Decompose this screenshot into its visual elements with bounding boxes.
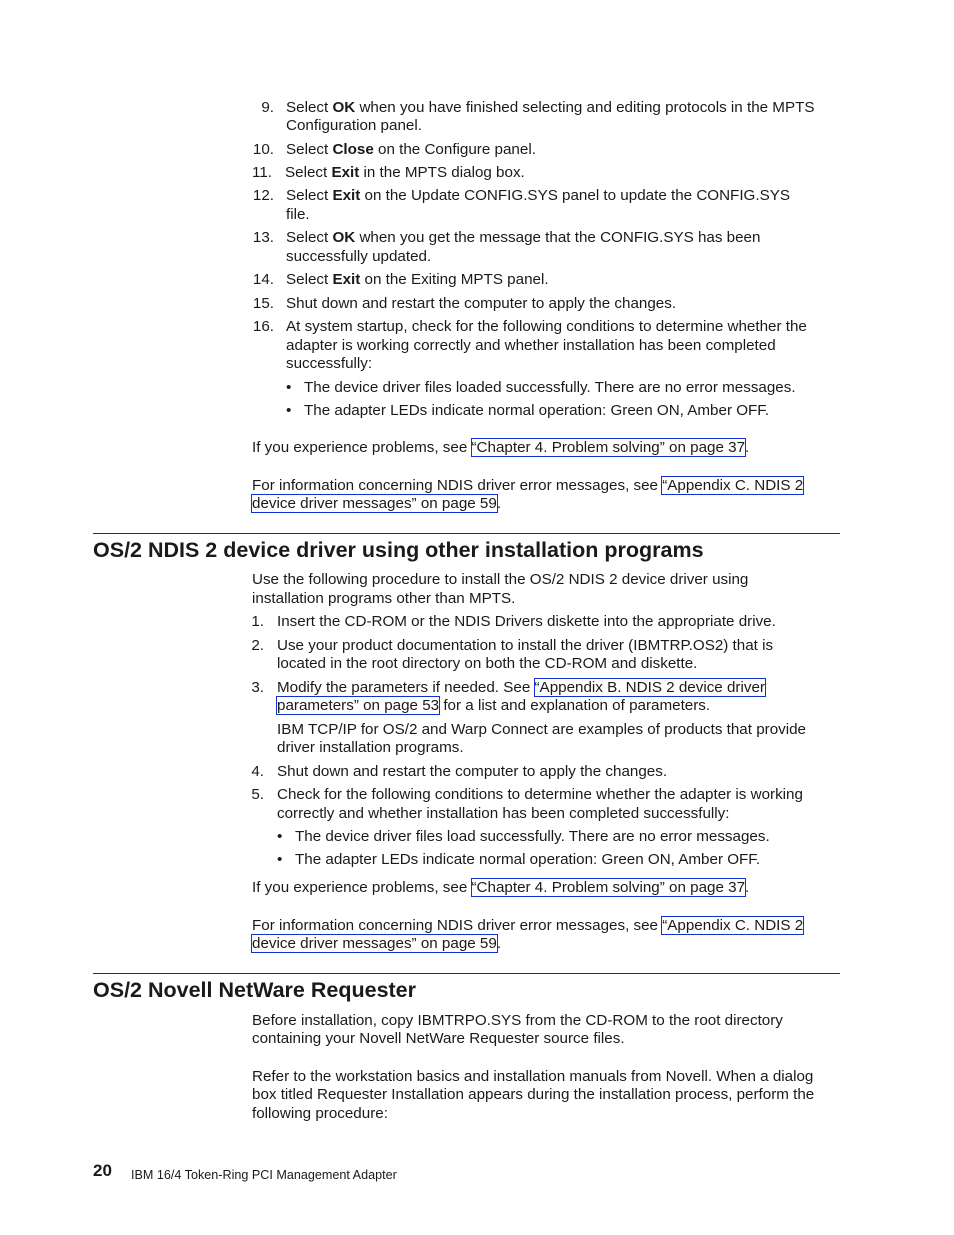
bullet-text: The adapter LEDs indicate normal operation: Green ON, Amber OFF. [304, 402, 770, 419]
step-text: Insert the CD-ROM or the NDIS Drivers diskette into the appropriate drive. [277, 613, 776, 630]
step-number: 5. [251, 786, 264, 803]
problems-paragraph: If you experience problems, see “Chapter 4. Problem solving” on page 37. [252, 439, 750, 456]
bullet-icon: • [286, 402, 292, 419]
step-number: 9. [261, 99, 274, 116]
body-paragraph: Before installation, copy IBMTRPO.SYS from the CD-ROM to the root directory [252, 1012, 783, 1029]
body-paragraph-continued: box titled Requester Installation appears during the installation process, perform the [252, 1086, 815, 1103]
body-paragraph-continued: following procedure: [252, 1105, 388, 1122]
step-note: IBM TCP/IP for OS/2 and Warp Connect are examples of products that provide [277, 721, 807, 738]
bullet-icon: • [277, 851, 283, 868]
bullet-text: The adapter LEDs indicate normal operation: Green ON, Amber OFF. [295, 851, 761, 868]
step-text: Select Exit on the Exiting MPTS panel. [286, 271, 549, 288]
appendix-c-link[interactable]: “Appendix C. NDIS 2 [662, 917, 804, 934]
appendix-c-link[interactable]: “Appendix C. NDIS 2 [662, 477, 804, 494]
body-paragraph-continued: containing your Novell NetWare Requester source files. [252, 1030, 625, 1047]
step-number: 10. [252, 141, 274, 158]
step-text: At system startup, check for the following conditions to determine whether the [286, 318, 807, 335]
problems-paragraph: If you experience problems, see “Chapter 4. Problem solving” on page 37. [252, 879, 750, 896]
step-text: Select Exit on the Update CONFIG.SYS panel to update the CONFIG.SYS [286, 187, 790, 204]
chapter4-link[interactable]: “Chapter 4. Problem solving” on page 37 [471, 879, 746, 896]
intro-paragraph: Use the following procedure to install the OS/2 NDIS 2 device driver using [252, 571, 749, 588]
step-text-continued: Configuration panel. [286, 117, 422, 134]
step-text-continued: successfully updated. [286, 248, 432, 265]
step-text: Shut down and restart the computer to apply the changes. [277, 763, 668, 780]
ndis-messages-paragraph-continued: device driver messages” on page 59. [252, 935, 502, 952]
bullet-icon: • [286, 379, 292, 396]
section-divider [93, 533, 840, 534]
appendix-b-link[interactable]: “Appendix B. NDIS 2 device driver [534, 679, 765, 696]
step-number: 2. [251, 637, 264, 654]
ndis-messages-paragraph: For information concerning NDIS driver error messages, see “Appendix C. NDIS 2 [252, 917, 804, 934]
step-number: 12. [252, 187, 274, 204]
step-text: Check for the following conditions to determine whether the adapter is working [277, 786, 803, 803]
section-divider [93, 973, 840, 974]
intro-paragraph-continued: installation programs other than MPTS. [252, 590, 516, 607]
appendix-c-link-continued[interactable]: device driver messages” on page 59 [252, 935, 497, 952]
step-text-continued: adapter is working correctly and whether installation has been completed [286, 337, 776, 354]
chapter4-link[interactable]: “Chapter 4. Problem solving” on page 37 [471, 439, 746, 456]
step-text-continued: parameters” on page 53 for a list and explanation of parameters. [277, 697, 711, 714]
bullet-text: The device driver files load successfully. There are no error messages. [295, 828, 770, 845]
step-text-continued: file. [286, 206, 310, 223]
step-number: 16. [252, 318, 274, 335]
bullet-icon: • [277, 828, 283, 845]
ndis-messages-paragraph: For information concerning NDIS driver error messages, see “Appendix C. NDIS 2 [252, 477, 804, 494]
step-text: Modify the parameters if needed. See “Appendix B. NDIS 2 device driver [277, 679, 765, 696]
section-heading: OS/2 Novell NetWare Requester [93, 978, 417, 1002]
step-text-continued: correctly and whether installation has been completed successfully: [277, 805, 730, 822]
step-number: 14. [252, 271, 274, 288]
appendix-c-link-continued[interactable]: device driver messages” on page 59 [252, 495, 497, 512]
step-text: Shut down and restart the computer to apply the changes. [286, 295, 677, 312]
body-paragraph: Refer to the workstation basics and installation manuals from Novell. When a dialog [252, 1068, 814, 1085]
step-number: 4. [251, 763, 264, 780]
step-number: 11. [252, 164, 272, 181]
footer-title: IBM 16/4 Token-Ring PCI Management Adapter [131, 1168, 397, 1182]
step-number: 15. [252, 295, 274, 312]
step-number: 13. [252, 229, 274, 246]
ndis-messages-paragraph-continued: device driver messages” on page 59. [252, 495, 502, 512]
appendix-b-link-continued[interactable]: parameters” on page 53 [277, 697, 440, 714]
step-number: 3. [251, 679, 264, 696]
step-text: Select OK when you get the message that the CONFIG.SYS has been [286, 229, 761, 246]
step-text-continued: located in the root directory on both the CD-ROM and diskette. [277, 655, 698, 672]
step-text-continued: successfully: [286, 355, 373, 372]
page-number: 20 [93, 1161, 112, 1180]
step-note-continued: driver installation programs. [277, 739, 464, 756]
section-heading: OS/2 NDIS 2 device driver using other installation programs [93, 538, 704, 562]
step-number: 1. [251, 613, 264, 630]
step-text: Select OK when you have finished selecting and editing protocols in the MPTS [286, 99, 815, 116]
step-text: Select Exit in the MPTS dialog box. [285, 164, 525, 181]
step-text: Use your product documentation to install the driver (IBMTRP.OS2) that is [277, 637, 774, 654]
step-text: Select Close on the Configure panel. [286, 141, 536, 158]
bullet-text: The device driver files loaded successfully. There are no error messages. [304, 379, 796, 396]
